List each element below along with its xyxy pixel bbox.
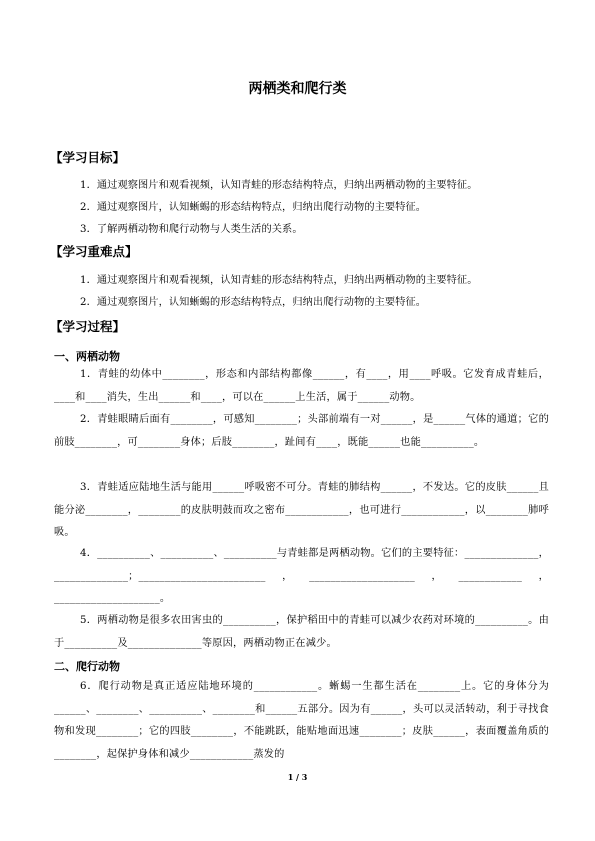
reptile-heading: 二、爬行动物 [54, 660, 120, 673]
amphibian-item-3: 3．青蛙适应陆地生活与能用______呼吸密不可分。青蛙的肺结构______，不发达。它的皮肤______且能分泌________，________的皮肤明鼓而攻之密布____________，也可进行____________，以________肺呼吸。 [54, 482, 549, 538]
amphibian-item-2: 2．青蛙眼睛后面有________，可感知________；头部前端有一对______，是______气体的通道；它的前肢________，可________身体；后肢________，趾间有____，既能______也能__________。 [54, 414, 549, 448]
goals-item-3: 3．了解两栖动物和爬行动物与人类生活的关系。 [80, 224, 303, 235]
page-number: 1 / 3 [287, 772, 308, 782]
reptile-item-6: 6．爬行动物是真正适应陆地环境的____________。蜥蜴一生都生活在________上。它的身体分为______、________、__________、________和______五部分。因为有______，头可以灵活转动，利于寻找食物和发现________；它的四肢________，不能跳跃，能贴地面迅速________；皮肤______，表面覆盖角质的________，起保护身体和减少____________蒸发的 [54, 681, 549, 760]
keypoints-heading: 【学习重难点】 [50, 244, 138, 259]
amphibian-item-5: 5．两栖动物是很多农田害虫的__________，保护稻田中的青蛙可以减少农药对环境的__________。由于__________及______________等原因，两栖动物正在减少。 [54, 615, 549, 649]
goals-item-1: 1．通过观察图片和观看视频，认知青蛙的形态结构特点，归纳出两栖动物的主要特征。 [80, 180, 478, 191]
goals-heading: 【学习目标】 [50, 150, 126, 165]
amphibian-heading: 一、两栖动物 [54, 350, 120, 363]
keypoints-item-1: 1．通过观察图片和观看视频，认知青蛙的形态结构特点，归纳出两栖动物的主要特征。 [80, 275, 478, 286]
amphibian-item-4: 4．__________、__________、__________与青蛙都是两栖动物。它们的主要特征：______________，______________；________________________，____________________，____________，____________________。 [54, 548, 549, 604]
goals-item-2: 2．通过观察图片，认知蜥蜴的形态结构特点，归纳出爬行动物的主要特征。 [80, 202, 427, 213]
process-heading: 【学习过程】 [50, 319, 126, 334]
amphibian-item-1: 1．青蛙的幼体中________，形态和内部结构都像______，有____，用____呼吸。它发育成青蛙后，____和____消失，生出______和____，可以在______上生活，属于______动物。 [54, 369, 549, 403]
keypoints-item-2: 2．通过观察图片，认知蜥蜴的形态结构特点，归纳出爬行动物的主要特征。 [80, 297, 427, 308]
page-title: 两栖类和爬行类 [248, 81, 347, 97]
